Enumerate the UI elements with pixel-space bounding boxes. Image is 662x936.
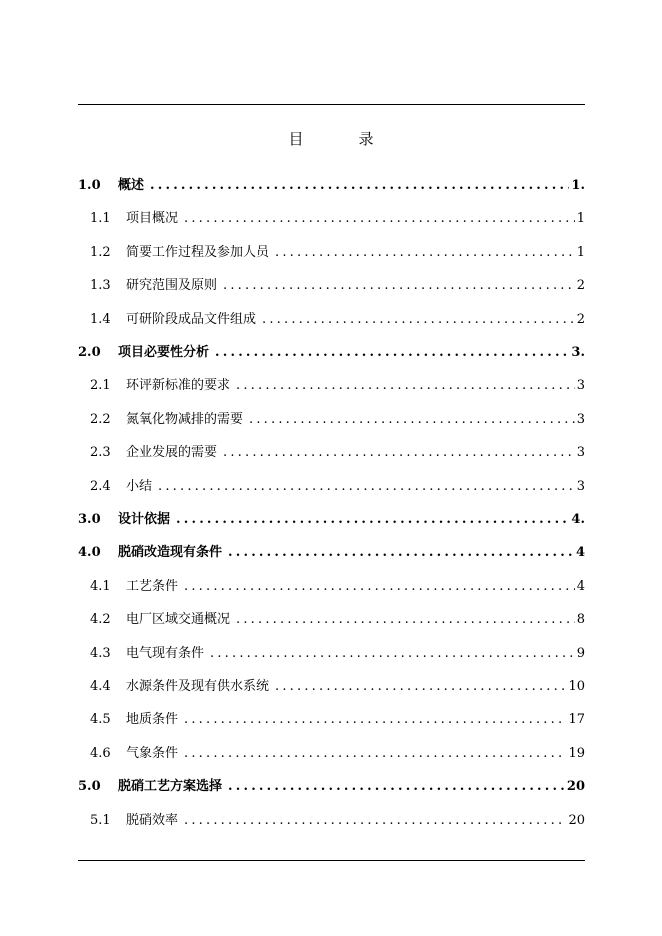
toc-dot-leader xyxy=(215,341,569,365)
toc-entry-number: 4.3 xyxy=(90,645,111,661)
toc-entry-page: 19 xyxy=(568,745,585,761)
toc-entry-number: 1.3 xyxy=(90,278,111,294)
toc-entry[interactable] xyxy=(90,608,585,632)
toc-entry-page: 1 xyxy=(576,211,585,227)
toc-entry-label: 环评新标准的要求 xyxy=(126,378,231,394)
toc-entry-number: 4.0 xyxy=(78,545,101,561)
toc-dot-leader xyxy=(249,408,575,432)
toc-entry-page: 4 xyxy=(575,545,585,561)
toc-dot-leader xyxy=(184,207,575,231)
toc-entry-page: 20 xyxy=(566,779,585,795)
toc-dot-leader xyxy=(158,475,575,499)
toc-entry-label: 脱硝效率 xyxy=(126,812,179,828)
toc-dot-leader xyxy=(228,775,565,799)
toc-entry-number: 4.1 xyxy=(90,578,111,594)
toc-entry-label: 研究范围及原则 xyxy=(126,278,218,294)
toc-entry-page: 3 xyxy=(576,478,585,494)
toc-entry[interactable] xyxy=(90,475,585,499)
toc-entry-page: 2 xyxy=(576,278,585,294)
toc-entry[interactable] xyxy=(90,809,585,833)
toc-entry-number: 2.1 xyxy=(90,378,111,394)
header-rule xyxy=(78,104,585,105)
toc-dot-leader xyxy=(236,608,575,632)
toc-entry[interactable] xyxy=(78,341,585,365)
toc-dot-leader xyxy=(262,308,575,332)
toc-entry-label: 脱硝改造现有条件 xyxy=(118,545,223,561)
toc-title xyxy=(0,128,662,152)
toc-entry[interactable] xyxy=(90,742,585,766)
toc-dot-leader xyxy=(184,809,566,833)
toc-dot-leader xyxy=(275,675,566,699)
toc-entry-number: 2.3 xyxy=(90,445,111,461)
toc-entry-label: 简要工作过程及参加人员 xyxy=(126,244,270,260)
toc-dot-leader xyxy=(275,241,575,265)
toc-dot-leader xyxy=(228,541,574,565)
toc-entry-page: 3 xyxy=(576,411,585,427)
toc-entry-number: 3.0 xyxy=(78,512,101,527)
toc-entry[interactable] xyxy=(78,174,585,198)
toc-entry-label: 电厂区域交通概况 xyxy=(126,612,231,628)
toc-entry-label: 项目必要性分析 xyxy=(118,345,210,360)
toc-entry-page: 3 xyxy=(576,445,585,461)
toc-entry-label: 项目概况 xyxy=(126,211,179,227)
toc-entry-number: 5.0 xyxy=(78,779,101,795)
toc-dot-leader xyxy=(223,441,575,465)
toc-entry[interactable] xyxy=(90,441,585,465)
toc-entry[interactable] xyxy=(90,308,585,332)
toc-dot-leader xyxy=(236,374,575,398)
toc-entry[interactable] xyxy=(90,241,585,265)
toc-entry-number: 5.1 xyxy=(90,812,111,828)
toc-entry[interactable] xyxy=(90,274,585,298)
toc-entry-number: 1.0 xyxy=(78,178,101,193)
toc-entry-page: 8 xyxy=(576,612,585,628)
toc-dot-leader xyxy=(210,642,575,666)
toc-entry-page: 3 xyxy=(576,378,585,394)
toc-entry-number: 1.4 xyxy=(90,311,111,327)
toc-entry[interactable] xyxy=(90,708,585,732)
toc-entry-page: 10 xyxy=(568,679,585,694)
toc-dot-leader xyxy=(223,274,575,298)
toc-entry-number: 4.6 xyxy=(90,745,111,761)
toc-entry-label: 企业发展的需要 xyxy=(126,445,218,461)
toc-entry-label: 地质条件 xyxy=(126,712,179,728)
toc-entry-page: 1. xyxy=(571,178,585,193)
toc-entry-label: 电气现有条件 xyxy=(126,645,205,661)
toc-entry-label: 氮氧化物减排的需要 xyxy=(126,411,244,427)
toc-entry[interactable] xyxy=(90,207,585,231)
toc-entry-page: 3. xyxy=(571,345,585,360)
toc-entry-label: 水源条件及现有供水系统 xyxy=(126,679,270,694)
toc-entry[interactable] xyxy=(90,642,585,666)
toc-entry-page: 17 xyxy=(568,712,585,728)
toc-entry[interactable] xyxy=(90,675,585,699)
toc-entry-label: 脱硝工艺方案选择 xyxy=(118,779,223,795)
toc-entry-number: 1.1 xyxy=(90,211,111,227)
toc-entry[interactable] xyxy=(90,408,585,432)
toc-entry-page: 9 xyxy=(576,645,585,661)
toc-entry-number: 2.4 xyxy=(90,478,111,494)
toc-title-right: 录 xyxy=(358,130,374,148)
toc-entry[interactable] xyxy=(90,575,585,599)
toc-entry[interactable] xyxy=(78,775,585,799)
toc-dot-leader xyxy=(184,708,566,732)
toc-entry-number: 2.0 xyxy=(78,345,101,360)
toc-dot-leader xyxy=(176,508,569,532)
toc-entry-label: 工艺条件 xyxy=(126,578,179,594)
toc-dot-leader xyxy=(184,742,566,766)
toc-entry-page: 2 xyxy=(576,311,585,327)
toc-entry-page: 4 xyxy=(576,578,585,594)
toc-dot-leader xyxy=(184,575,575,599)
toc-entry-page: 1 xyxy=(576,244,585,260)
toc-entry-label: 小结 xyxy=(126,478,153,494)
toc-entry-label: 可研阶段成品文件组成 xyxy=(126,311,257,327)
toc-entry-number: 4.4 xyxy=(90,679,111,694)
toc-entry-page: 20 xyxy=(568,812,585,828)
toc-entry-label: 概述 xyxy=(118,178,145,193)
footer-rule xyxy=(78,860,585,861)
toc-entry[interactable] xyxy=(78,508,585,532)
toc-entry[interactable] xyxy=(78,541,585,565)
toc-entry-number: 1.2 xyxy=(90,244,111,260)
toc-entry-label: 气象条件 xyxy=(126,745,179,761)
toc-entry-number: 2.2 xyxy=(90,411,111,427)
toc-entry-number: 4.5 xyxy=(90,712,111,728)
toc-title-left: 目 xyxy=(288,130,304,148)
toc-entry[interactable] xyxy=(90,374,585,398)
toc-dot-leader xyxy=(150,174,569,198)
toc-entry-number: 4.2 xyxy=(90,612,111,628)
toc-entry-label: 设计依据 xyxy=(118,512,171,527)
toc-entry-page: 4. xyxy=(571,512,585,527)
